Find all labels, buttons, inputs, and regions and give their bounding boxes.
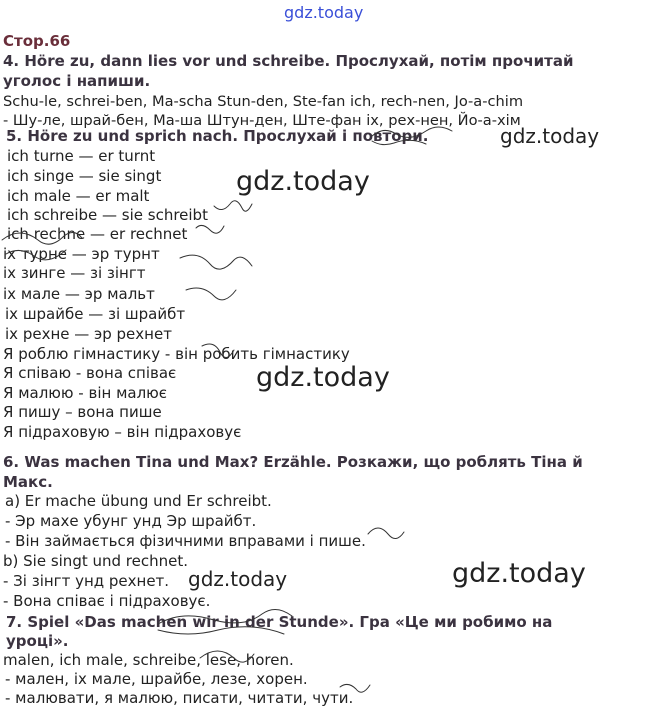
ex7-line: - мален, іх мале, шрайбе, лезе, хорен. — [5, 670, 308, 688]
watermark: gdz.today — [188, 567, 288, 591]
ex7-line: malen, ich male, schreibe, lese, horen. — [3, 651, 294, 669]
ex4-line2: - Шу-ле, шрай-бен, Ма-ша Штун-ден, Ште-фан іх, рех-нен, Йо-а-хім — [3, 112, 521, 129]
ex5-line: ich male — er malt — [7, 187, 150, 205]
ex4-line1: Schu-le, schrei-ben, Ma-scha Stun-den, Ste-fan ich, rech-nen, Jo-a-chim — [3, 93, 524, 110]
ex5-line: Я співаю - вона співає — [3, 364, 177, 382]
ex5-line: Я малюю - він малює — [3, 384, 168, 402]
ex4-title-line2: уголос і напиши. — [3, 72, 151, 90]
page-heading: Стор.66 — [3, 32, 71, 50]
ex5-line: Я підраховую – він підраховує — [3, 423, 242, 441]
ex5-line: іх зинге — зі зінгт — [3, 264, 146, 282]
watermark: gdz.today — [452, 558, 586, 589]
ex6-title-line2: Макс. — [3, 473, 53, 491]
ex5-line: Я пишу – вона пише — [3, 403, 162, 421]
ex4-title-line1: 4. Höre zu, dann lies vor und schreibe. Прослухай, потім прочитай — [3, 52, 574, 70]
watermark-top: gdz.today — [284, 3, 364, 22]
ex5-line: іх мале — эр мальт — [3, 285, 155, 303]
ex5-title: 5. Höre zu und sprich nach. Прослухай і повтори. — [6, 127, 429, 145]
ex5-line: Я роблю гімнастику - він робить гімнастику — [3, 345, 350, 363]
ex5-line: ich rechne — er rechnet — [7, 225, 188, 243]
ex5-line: іх турне — эр турнт — [3, 245, 160, 263]
ex6-line: - Вона співає і підраховує. — [3, 592, 211, 610]
ex5-line: ich turne — er turnt — [7, 147, 156, 165]
ex6-line: - Эр махе убунг унд Эр шрайбт. — [5, 512, 257, 530]
ex7-title-line1: 7. Spiel «Das machen wir in der Stunde». Гра «Це ми робимо на — [6, 613, 553, 631]
ex6-line: - Зі зінгт унд рехнет. — [3, 572, 170, 590]
ex5-line: іх рехне — эр рехнет — [5, 325, 172, 343]
ex6-title-line1: 6. Was machen Tina und Max? Erzähle. Розкажи, що роблять Тіна й — [3, 453, 583, 471]
watermark: gdz.today — [500, 124, 600, 148]
ex5-line: ich schreibe — sie schreibt — [7, 206, 208, 224]
ex5-line: ich singe — sie singt — [7, 167, 162, 185]
ex6-line: a) Er mache übung und Er schreibt. — [5, 492, 272, 510]
ex7-title-line2: уроці». — [6, 632, 69, 650]
ex5-line: іх шрайбе — зі шрайбт — [5, 305, 186, 323]
ex6-line: - Він займається фізичними вправами і пише. — [5, 532, 366, 550]
watermark: gdz.today — [236, 166, 370, 197]
watermark: gdz.today — [256, 362, 390, 393]
ex7-line: - малювати, я малюю, писати, читати, чути. — [5, 689, 354, 707]
ex6-line: b) Sie singt und rechnet. — [3, 552, 188, 570]
